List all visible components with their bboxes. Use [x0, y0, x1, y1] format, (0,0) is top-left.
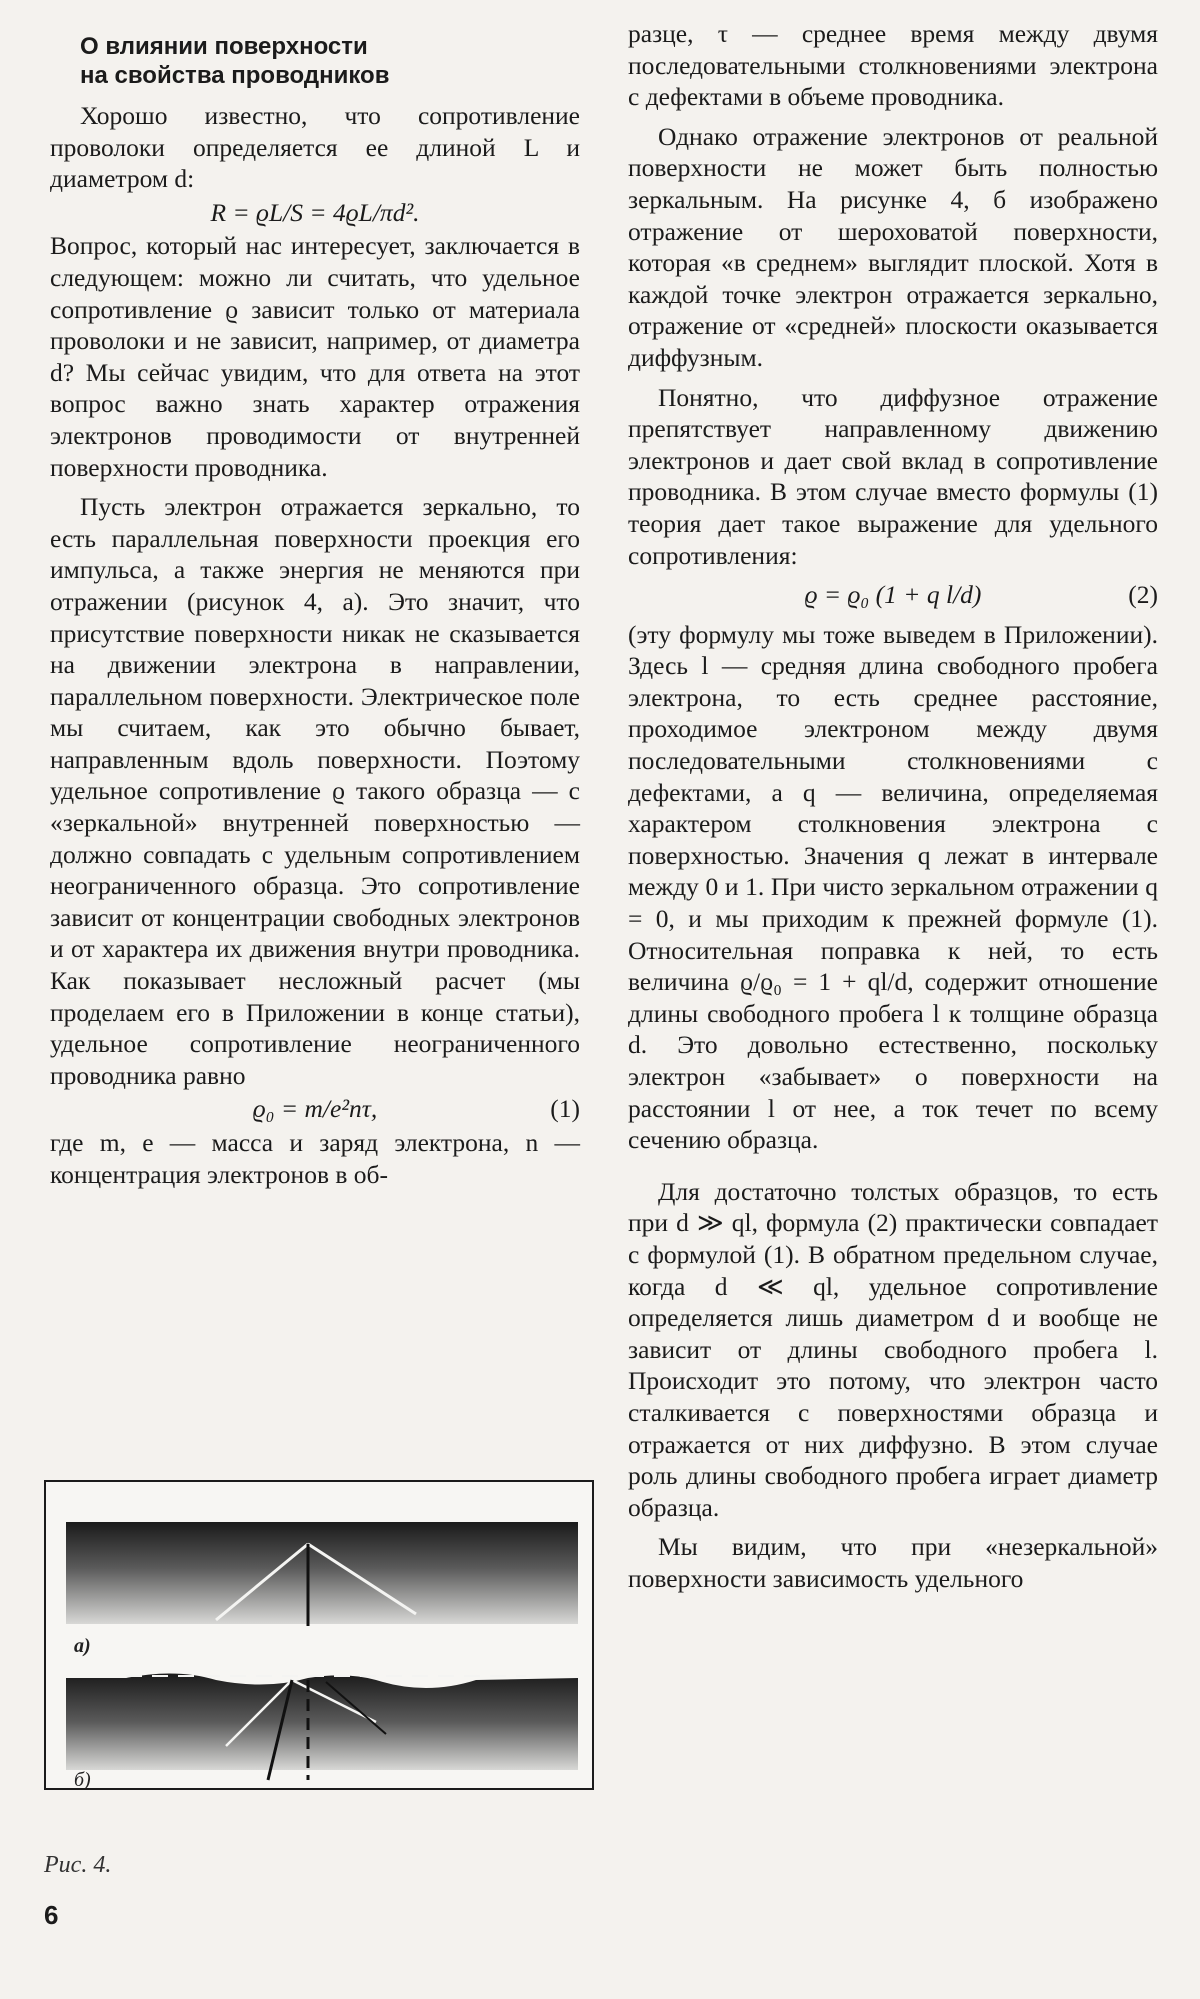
formula-2-number: (2) [1128, 580, 1158, 610]
formula-1-number: (1) [550, 1094, 580, 1124]
panel-a-label: а) [74, 1635, 91, 1657]
figure-4-drawing [46, 1482, 592, 1788]
paragraph: Хорошо известно, что сопротивление проволоки определяется ее длиной L и диаметром d: [50, 101, 580, 194]
paragraph: Вопрос, который нас интересует, заключается в следующем: можно ли считать, что удельное сопротивление ϱ зависит только от материала проволоки и не зависит, например, от диаметра d? Мы сейчас увидим, что для ответа на этот вопрос важно знать характер отражения электронов проводимости от внутренней поверхности проводника. [50, 231, 580, 482]
paragraph: Однако отражение электронов от реальной поверхности не может быть полностью зеркальным. На рисунке 4, б изображено отражение от шероховатой поверхности, которая «в среднем» выглядит плоской. Хотя в каждой точке электрон отражается зеркально, отражение от «средней» плоскости оказывается диффузным. [628, 121, 1158, 372]
formula-1 [50, 1093, 580, 1125]
figure-caption: Рис. 4. [44, 1852, 112, 1878]
panel-a-surface [66, 1522, 578, 1624]
formula-resistance: R = ϱL/S = 4ϱL/πd². [210, 197, 420, 227]
formula-1-body: ϱ₀ = m/e²nτ, [252, 1094, 378, 1124]
panel-b-surface [66, 1673, 578, 1770]
panel-b-label: б) [74, 1769, 91, 1788]
paragraph: Мы видим, что при «незеркальной» поверхности зависимость удельного [628, 1532, 1158, 1593]
title-line-2: на свойства проводников [80, 62, 390, 89]
paragraph: где m, e — масса и заряд электрона, n — концентрация электронов в об- [50, 1128, 580, 1189]
paragraph: Для достаточно толстых образцов, то есть при d ≫ ql, формула (2) практически совпадает с формулой (1). В обратном предельном случае, когда d ≪ ql, удельное сопротивление определяется лишь диаметром d и вообще не зависит от длины свободного пробега l. Происходит это потому, что электрон часто сталкивается с поверхностями образца и отражается от них диффузно. В этом случае роль длины свободного пробега играет диаметр образца. [628, 1176, 1158, 1522]
title-line-1: О влиянии поверхности [80, 33, 368, 60]
right-column [628, 18, 1158, 1595]
paragraph: (эту формулу мы тоже выведем в Приложении). Здесь l — средняя длина свободного пробега электрона, то есть среднее расстояние, проходимое электроном между двумя последовательными столкновениями с дефектами, а q — величина, определяемая характером столкновения электрона с поверхностью. Значения q лежат в интервале между 0 и 1. При чисто зеркальном отражении q = 0, и мы приходим к прежней формуле (1). Относительная поправка к ней, то есть величина ϱ/ϱ₀ = 1 + ql/d, содержит отношение длины свободного пробега l к толщине образца d. Это довольно естественно, поскольку электрон «забывает» о поверхности на расстоянии l от нее, а ток течет по всему сечению образца. [628, 619, 1158, 1155]
paragraph: Понятно, что диффузное отражение препятствует направленному движению электронов и дает свой вклад в сопротивление проводника. В этом случае вместо формулы (1) теория дает такое выражение для удельного сопротивления: [628, 382, 1158, 570]
formula-2-body: ϱ = ϱ₀ (1 + q l/d) [804, 580, 982, 610]
paragraph: Пусть электрон отражается зеркально, то есть параллельная поверхности проекция его импульса, а также энергия не меняются при отражении (рисунок 4, а). Это значит, что присутствие поверхности никак не сказывается на движении электрона в направлении, параллельном поверхности. Электрическое поле мы считаем, как это обычно бывает, направленным вдоль поверхности. Поэтому удельное сопротивление ϱ такого образца — с «зеркальной» внутренней поверхностью — должно совпадать с удельным сопротивлением неограниченного образца. Это сопротивление зависит от концентрации свободных электронов и от характера их движения внутри проводника. Как показывает несложный расчет (мы проделаем его в Приложении в конце статьи), удельное сопротивление неограниченного проводника равно [50, 492, 580, 1090]
page-number: 6 [44, 1900, 59, 1930]
formula-2 [628, 579, 1158, 611]
paragraph: разце, τ — среднее время между двумя последовательными столкновениями электрона с дефектами в объеме проводника. [628, 19, 1158, 112]
left-column [50, 18, 580, 1190]
article-title [80, 32, 580, 90]
figure-4 [44, 1480, 594, 1790]
